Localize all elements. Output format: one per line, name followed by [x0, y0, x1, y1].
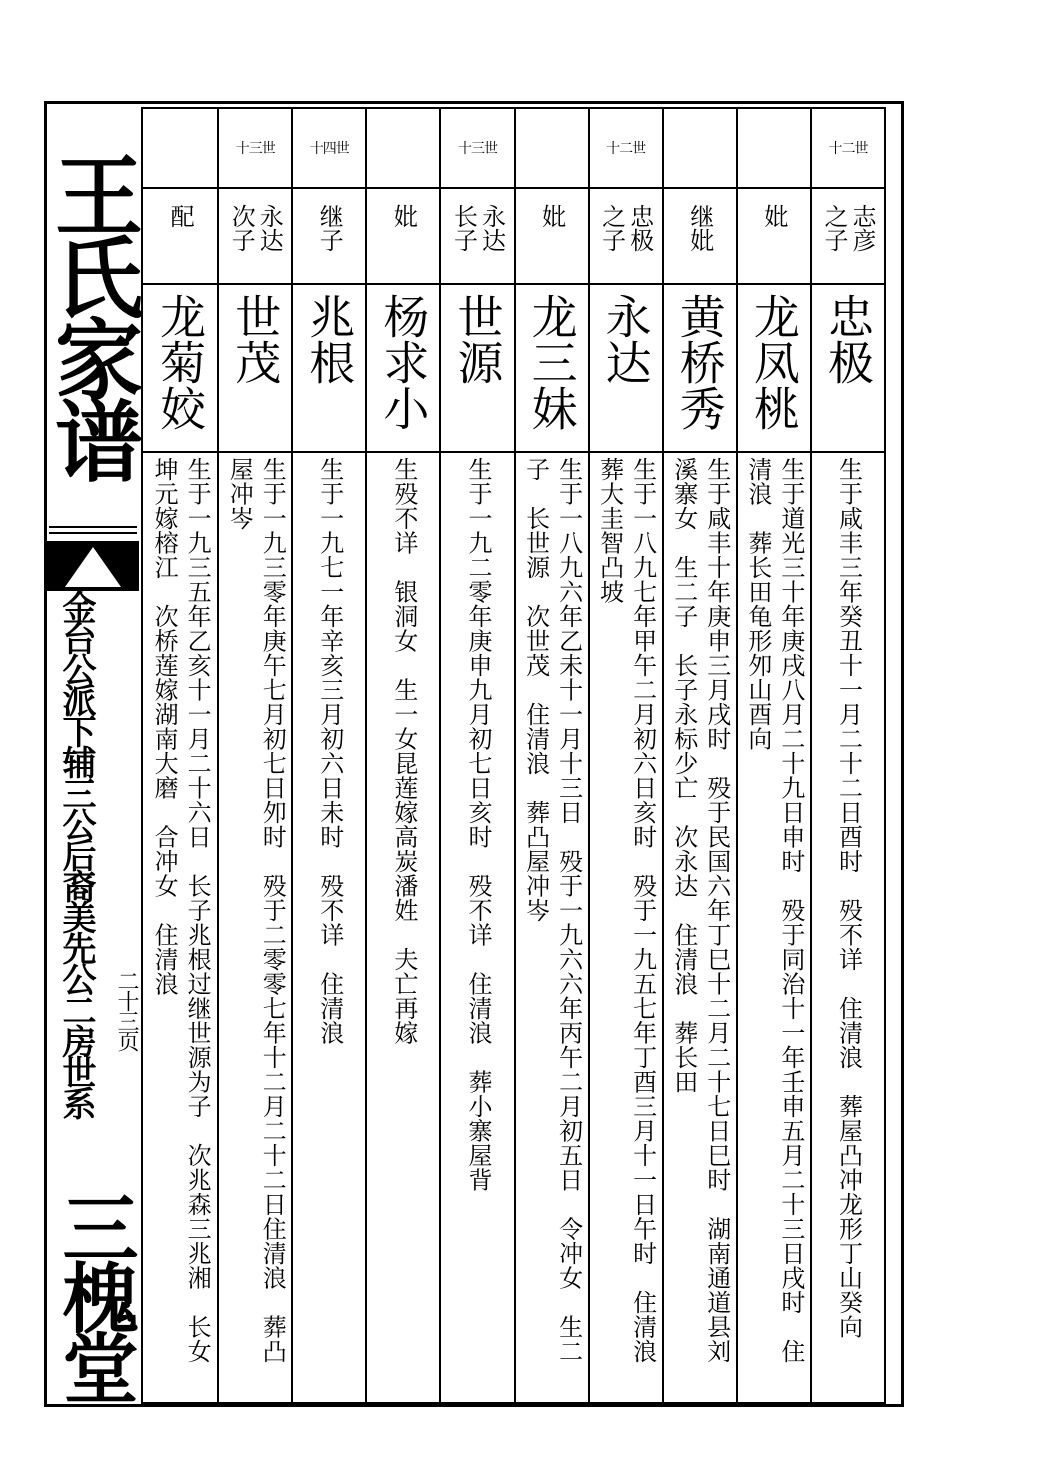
relation-cell: [293, 189, 365, 285]
relation-cell: [516, 189, 588, 285]
generation-cell: [516, 109, 588, 189]
name-cell: [143, 285, 217, 453]
generation-label: 十二世: [828, 141, 868, 157]
bio-cell: [367, 453, 439, 1402]
bio-cell: [143, 453, 217, 1402]
person-bio: 生于一八九六年乙未十一月十三日 殁于一九六六年丙午二月初五日 令冲女 生二子 长世源 次世茂 住清浪 葬凸屋冲岑: [521, 457, 583, 1364]
person-name: 世源: [450, 293, 505, 385]
relation-label: 忠极之子: [597, 204, 654, 252]
person-bio: 生于一九三五年乙亥十一月二十六日 长子兆根过继世源为子 次兆森三兆湘 长女坤元嫁榕江 次桥莲嫁湖南大磨 合冲女 住清浪: [150, 457, 212, 1364]
genealogy-spine: [41, 104, 145, 1404]
generation-cell: [219, 109, 291, 189]
person-name: 兆根: [302, 293, 357, 385]
name-cell: [738, 285, 810, 453]
person-bio: 生于咸丰三年癸丑十一月二十二日酉时 殁不详 住清浪 葬屋凸冲龙形丁山癸向: [834, 457, 863, 1339]
name-cell: [441, 285, 513, 453]
book-title: 王氏家谱: [41, 150, 145, 478]
person-bio: 生于咸丰十年庚申三月戌时 殁于民国六年丁巳十二月二十七日巳时 湖南通道县刘溪寨女 生二子 长子永标少亡 次永达 住清浪 葬长田: [669, 457, 731, 1364]
person-name: 忠极: [820, 293, 875, 385]
relation-label: 妣: [759, 204, 788, 228]
bio-cell: [738, 453, 810, 1402]
person-bio: 生殁不详 银洞女 生一女昆莲嫁高炭潘姓 夫亡再嫁: [389, 457, 418, 1045]
generation-label: 十三世: [457, 141, 497, 157]
person-name: 世茂: [228, 293, 283, 385]
person-column: [514, 109, 588, 1402]
person-column: [588, 109, 662, 1402]
divider-line: [49, 526, 137, 528]
name-cell: [664, 285, 736, 453]
person-name: 龙菊姣: [153, 293, 208, 431]
generation-label: 十三世: [235, 141, 275, 157]
relation-cell: [738, 189, 810, 285]
relation-label: 妣: [537, 204, 566, 228]
person-column: [291, 109, 365, 1402]
bio-cell: [293, 453, 365, 1402]
person-bio: 生于道光三十年庚戌八月二十九日申时 殁于同治十一年壬申五月二十三日戌时 住清浪 葬长田龟形夘山酉向: [743, 457, 805, 1364]
relation-cell: [664, 189, 736, 285]
divider-line: [49, 532, 137, 534]
person-name: 龙凤桃: [746, 293, 801, 431]
person-column: [217, 109, 291, 1402]
relation-label: 配: [166, 204, 195, 228]
relation-cell: [219, 189, 291, 285]
relation-label: 继妣: [685, 204, 714, 252]
relation-cell: [367, 189, 439, 285]
generation-cell: [293, 109, 365, 189]
name-cell: [516, 285, 588, 453]
bio-cell: [441, 453, 513, 1402]
name-cell: [219, 285, 291, 453]
bio-cell: [812, 453, 884, 1402]
person-name: 龙三妹: [524, 293, 579, 431]
person-name: 永达: [598, 293, 653, 385]
relation-label: 妣: [389, 204, 418, 228]
person-bio: 生于一八九七年甲午二月初六日亥时 殁于一九五七年丁酉三月十一日午时 住清浪 葬大圭智凸坡: [595, 457, 657, 1388]
person-column: [662, 109, 736, 1402]
relation-cell: [441, 189, 513, 285]
relation-label: 继子: [315, 204, 344, 252]
person-bio: 生于一九七一年辛亥三月初六日未时 殁不详 住清浪: [315, 457, 344, 1045]
person-column: [143, 109, 217, 1402]
page-number: 二十三页: [114, 970, 139, 1050]
generation-cell: [441, 109, 513, 189]
name-cell: [812, 285, 884, 453]
person-name: 杨求小: [376, 293, 431, 431]
name-cell: [293, 285, 365, 453]
person-column: [365, 109, 439, 1402]
bio-cell: [516, 453, 588, 1402]
generation-cell: [143, 109, 217, 189]
generation-label: 十二世: [606, 141, 646, 157]
name-cell: [590, 285, 662, 453]
generation-cell: [664, 109, 736, 189]
genealogy-table: [141, 107, 886, 1404]
bio-cell: [590, 453, 662, 1402]
person-name: 黄桥秀: [672, 293, 727, 431]
person-bio: 生于一九三零年庚午七月初七日夘时 殁于二零零七年十二月二十二日住清浪 葬凸屋冲岑: [225, 457, 287, 1364]
triangle-ornament-icon: [47, 541, 139, 591]
branch-lineage-title: 金台公派下辅三公后裔美先公二房世系: [56, 590, 96, 1117]
generation-label: 十四世: [309, 141, 349, 157]
hall-name: 三槐堂: [50, 1189, 139, 1399]
generation-cell: [738, 109, 810, 189]
bio-cell: [664, 453, 736, 1402]
person-bio: 生于一九二零年庚申九月初七日亥时 殁不详 住清浪 葬小寨屋背: [463, 457, 492, 1192]
person-column: [439, 109, 513, 1402]
relation-cell: [590, 189, 662, 285]
generation-cell: [367, 109, 439, 189]
relation-cell: [812, 189, 884, 285]
relation-label: 志彦之子: [819, 204, 876, 252]
person-column: [736, 109, 810, 1402]
person-column: [810, 109, 884, 1402]
relation-cell: [143, 189, 217, 285]
generation-cell: [590, 109, 662, 189]
name-cell: [367, 285, 439, 453]
bio-cell: [219, 453, 291, 1402]
generation-cell: [812, 109, 884, 189]
relation-label: 永达次子: [227, 204, 284, 252]
relation-label: 永达长子: [449, 204, 506, 252]
